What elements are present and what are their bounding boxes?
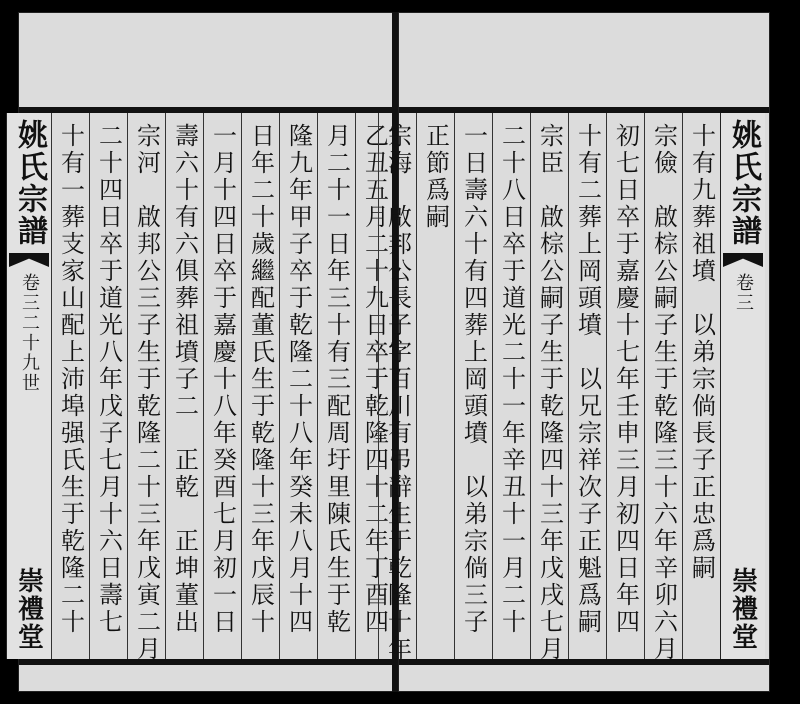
column-text: 月二十一日年三十有三配周圩里陳氏生于乾: [322, 123, 351, 636]
text-column: [492, 113, 530, 659]
text-column: [279, 113, 317, 659]
fishtail-center-column: [6, 113, 51, 659]
column-text: 壽六十有六俱葬祖墳子二 正乾 正坤董出: [170, 123, 199, 636]
column-text: 正節爲嗣: [421, 123, 450, 231]
column-text: 十有一葬支家山配上沛埠强氏生于乾隆二十: [56, 123, 85, 636]
text-column: [416, 113, 454, 659]
hall-name: 崇禮堂: [13, 567, 44, 651]
column-text: 日年二十歲繼配董氏生于乾隆十三年戊辰十: [246, 123, 275, 636]
text-column: [644, 113, 682, 663]
fishtail-center-column: [720, 113, 765, 659]
text-column: [241, 113, 279, 659]
fishtail-mark-icon: [9, 253, 49, 267]
book-title: 姚氏宗譜: [12, 119, 47, 247]
column-text: 十有九葬祖墳 以弟宗倘長子正忠爲嗣: [687, 123, 716, 582]
column-text: 乙丑五月二十九日卒于乾隆四十二年丁酉四: [360, 123, 389, 636]
text-column: [568, 113, 606, 659]
text-column: [682, 113, 720, 659]
book-title: 姚氏宗譜: [726, 119, 761, 247]
text-column: [317, 113, 355, 659]
left-page-columns: [383, 113, 765, 663]
left-page: [383, 12, 770, 692]
text-column: [203, 113, 241, 659]
volume-label: 卷三: [733, 273, 754, 313]
bottom-frame-line: [19, 659, 393, 665]
text-column: [378, 113, 416, 663]
column-text: 初七日卒于嘉慶十七年壬申三月初四日年四: [611, 123, 640, 636]
volume-label: 卷三二十九世: [19, 273, 40, 393]
text-column: [530, 113, 568, 663]
right-page-columns: [12, 113, 393, 663]
column-text: 十有二葬上岡頭墳 以兄宗祥次子正魁爲嗣: [573, 123, 602, 636]
text-column: [165, 113, 203, 659]
bottom-frame-line: [399, 659, 769, 665]
text-column: [51, 113, 89, 659]
column-text: 一月十四日卒于嘉慶十八年癸酉七月初一日: [208, 123, 237, 636]
text-column: [127, 113, 165, 663]
right-page: [12, 12, 394, 692]
text-column: [89, 113, 127, 659]
hall-name: 崇禮堂: [727, 567, 758, 651]
column-text: 宗臣 啟棕公嗣子生于乾隆四十三年戊戌七月: [535, 123, 564, 663]
column-text: 隆九年甲子卒于乾隆二十八年癸未八月十四: [284, 123, 313, 636]
column-text: 二十八日卒于道光二十一年辛丑十一月二十: [497, 123, 526, 636]
fishtail-mark-icon: [723, 253, 763, 267]
column-text: 一日壽六十有四葬上岡頭墳 以弟宗倘三子: [459, 123, 488, 636]
column-text: 二十四日卒于道光八年戊子七月十六日壽七: [94, 123, 123, 636]
column-text: 宗海 啟邦公長子字百川有弔辭生于乾隆十年: [383, 123, 412, 663]
text-column: [454, 113, 492, 659]
column-text: 宗儉 啟棕公嗣子生于乾隆三十六年辛卯六月: [649, 123, 678, 663]
column-text: 宗河 啟邦公三子生于乾隆二十三年戊寅二月: [132, 123, 161, 663]
text-column: [606, 113, 644, 659]
